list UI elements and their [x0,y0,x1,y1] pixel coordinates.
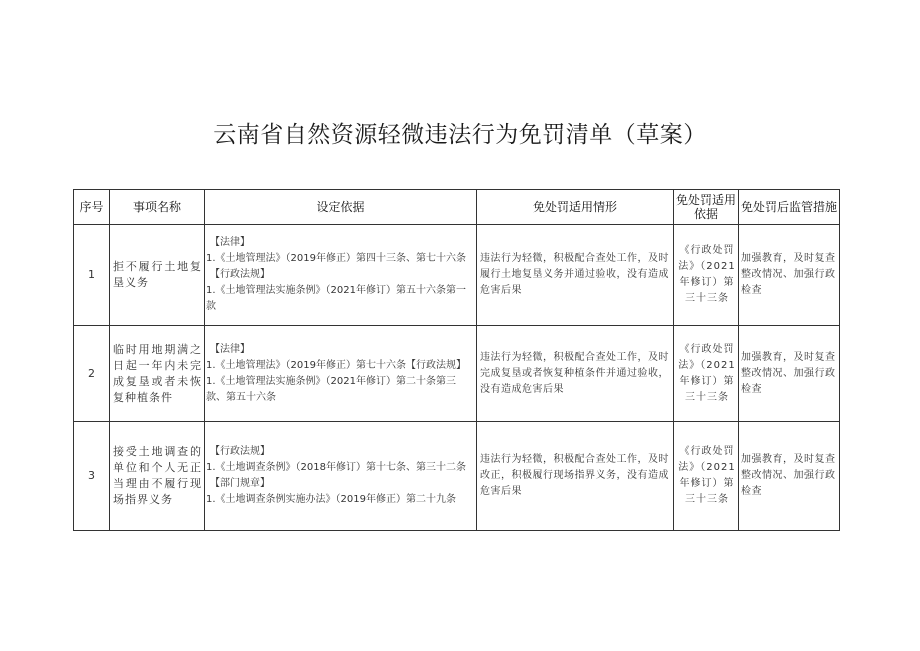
basis-heading: 【行政法规】 [210,269,270,280]
basis-line: 1.《土地管理法》（2019年修正）第七十六条【行政法规】 [206,359,466,371]
header-legal-basis: 免处罚适用依据 [674,190,739,225]
header-supervision: 免处罚后监管措施 [739,190,840,225]
row-legal-basis: 《行政处罚法》（2021年修订）第三十三条 [674,225,739,326]
row-condition: 违法行为轻微，积极配合查处工作，及时履行土地复垦义务并通过验收，没有造成危害后果 [477,225,674,326]
row-supervision: 加强教育，及时复查整改情况、加强行政检查 [739,326,840,422]
row-item: 拒不履行土地复垦义务 [110,225,205,326]
row-basis [205,422,477,531]
row-item: 接受土地调查的单位和个人无正当理由不履行现场指界义务 [110,422,205,531]
basis-heading: 【行政法规】 [210,446,270,457]
row-basis [205,326,477,422]
basis-line: 1.《土地调查条例实施办法》（2019年修正）第二十九条 [206,494,456,505]
row-index: 2 [74,326,110,422]
basis-line: 1.《土地管理法实施条例》（2021年修订）第五十六条第一款 [206,285,466,312]
basis-line: 1.《土地管理法》（2019年修正）第四十三条、第七十六条 [206,253,466,264]
row-index: 1 [74,225,110,326]
basis-line: 1.《土地管理法实施条例》（2021年修订）第二十条第三款、第五十六条 [206,375,456,403]
table-row [74,326,840,422]
basis-line: 1.《土地调查条例》（2018年修订）第十七条、第三十二条 [206,462,466,473]
exemption-table [73,189,840,531]
header-basis: 设定依据 [205,190,477,225]
row-legal-basis: 《行政处罚法》（2021年修订）第三十三条 [674,422,739,531]
row-condition: 违法行为轻微，积极配合查处工作，及时改正，积极履行现场指界义务，没有造成危害后果 [477,422,674,531]
table-row [74,225,840,326]
row-supervision: 加强教育，及时复查整改情况、加强行政检查 [739,422,840,531]
header-condition: 免处罚适用情形 [477,190,674,225]
row-legal-basis: 《行政处罚法》（2021年修订）第三十三条 [674,326,739,422]
header-item: 事项名称 [110,190,205,225]
row-condition: 违法行为轻微，积极配合查处工作，及时完成复垦或者恢复种植条件并通过验收，没有造成危害后果 [477,326,674,422]
basis-heading: 【法律】 [210,343,250,355]
header-index: 序号 [74,190,110,225]
table-header-row [74,190,840,225]
basis-heading: 【法律】 [210,237,250,248]
basis-heading: 【部门规章】 [210,478,270,489]
document-title: 云南省自然资源轻微违法行为免罚清单（草案） [213,122,707,148]
row-supervision: 加强教育，及时复查整改情况、加强行政检查 [739,225,840,326]
row-basis [205,225,477,326]
table-row [74,422,840,531]
row-item: 临时用地期满之日起一年内未完成复垦或者未恢复种植条件 [110,326,205,422]
row-index: 3 [74,422,110,531]
